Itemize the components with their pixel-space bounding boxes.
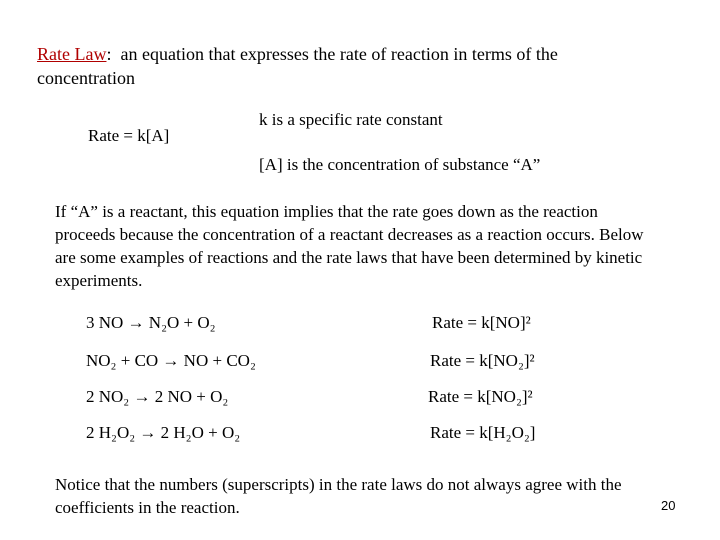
rate-equation: Rate = k[A] <box>88 126 170 145</box>
reaction-2: NO₂ + CO → NO + CO₂ <box>86 351 256 370</box>
definition-line-2: concentration <box>37 68 135 88</box>
explanation-paragraph: If “A” is a reactant, this equation implies that the rate goes down as the reaction proceeds because the concentration of a reactant decreases as a reaction occurs. Below are some examples of reactions and the rate laws that have been determined by kinetic experiments. <box>55 202 644 290</box>
k-explanation: k is a specific rate constant <box>259 110 443 129</box>
page-number: 20 <box>661 498 676 513</box>
reaction-1: 3 NO → N₂O + O₂ <box>86 313 216 332</box>
definition-sep: : <box>106 44 112 64</box>
definition-text: an equation that expresses the rate of reaction in terms of the <box>120 44 558 64</box>
a-explanation: [A] is the concentration of substance “A” <box>259 155 541 174</box>
rate-law-2: Rate = k[NO₂]² <box>430 351 535 370</box>
reaction-3: 2 NO₂ → 2 NO + O₂ <box>86 387 229 406</box>
reaction-4: 2 H₂O₂ → 2 H₂O + O₂ <box>86 423 241 442</box>
rate-law-4: Rate = k[H₂O₂] <box>430 423 536 442</box>
definition-line-1 <box>37 42 558 66</box>
rate-law-term: Rate Law <box>37 44 107 64</box>
rate-law-3: Rate = k[NO₂]² <box>428 387 533 406</box>
note-paragraph: Notice that the numbers (superscripts) in the rate laws do not always agree with the coefficients in the reaction. <box>55 475 622 517</box>
rate-law-1: Rate = k[NO]² <box>432 313 531 332</box>
